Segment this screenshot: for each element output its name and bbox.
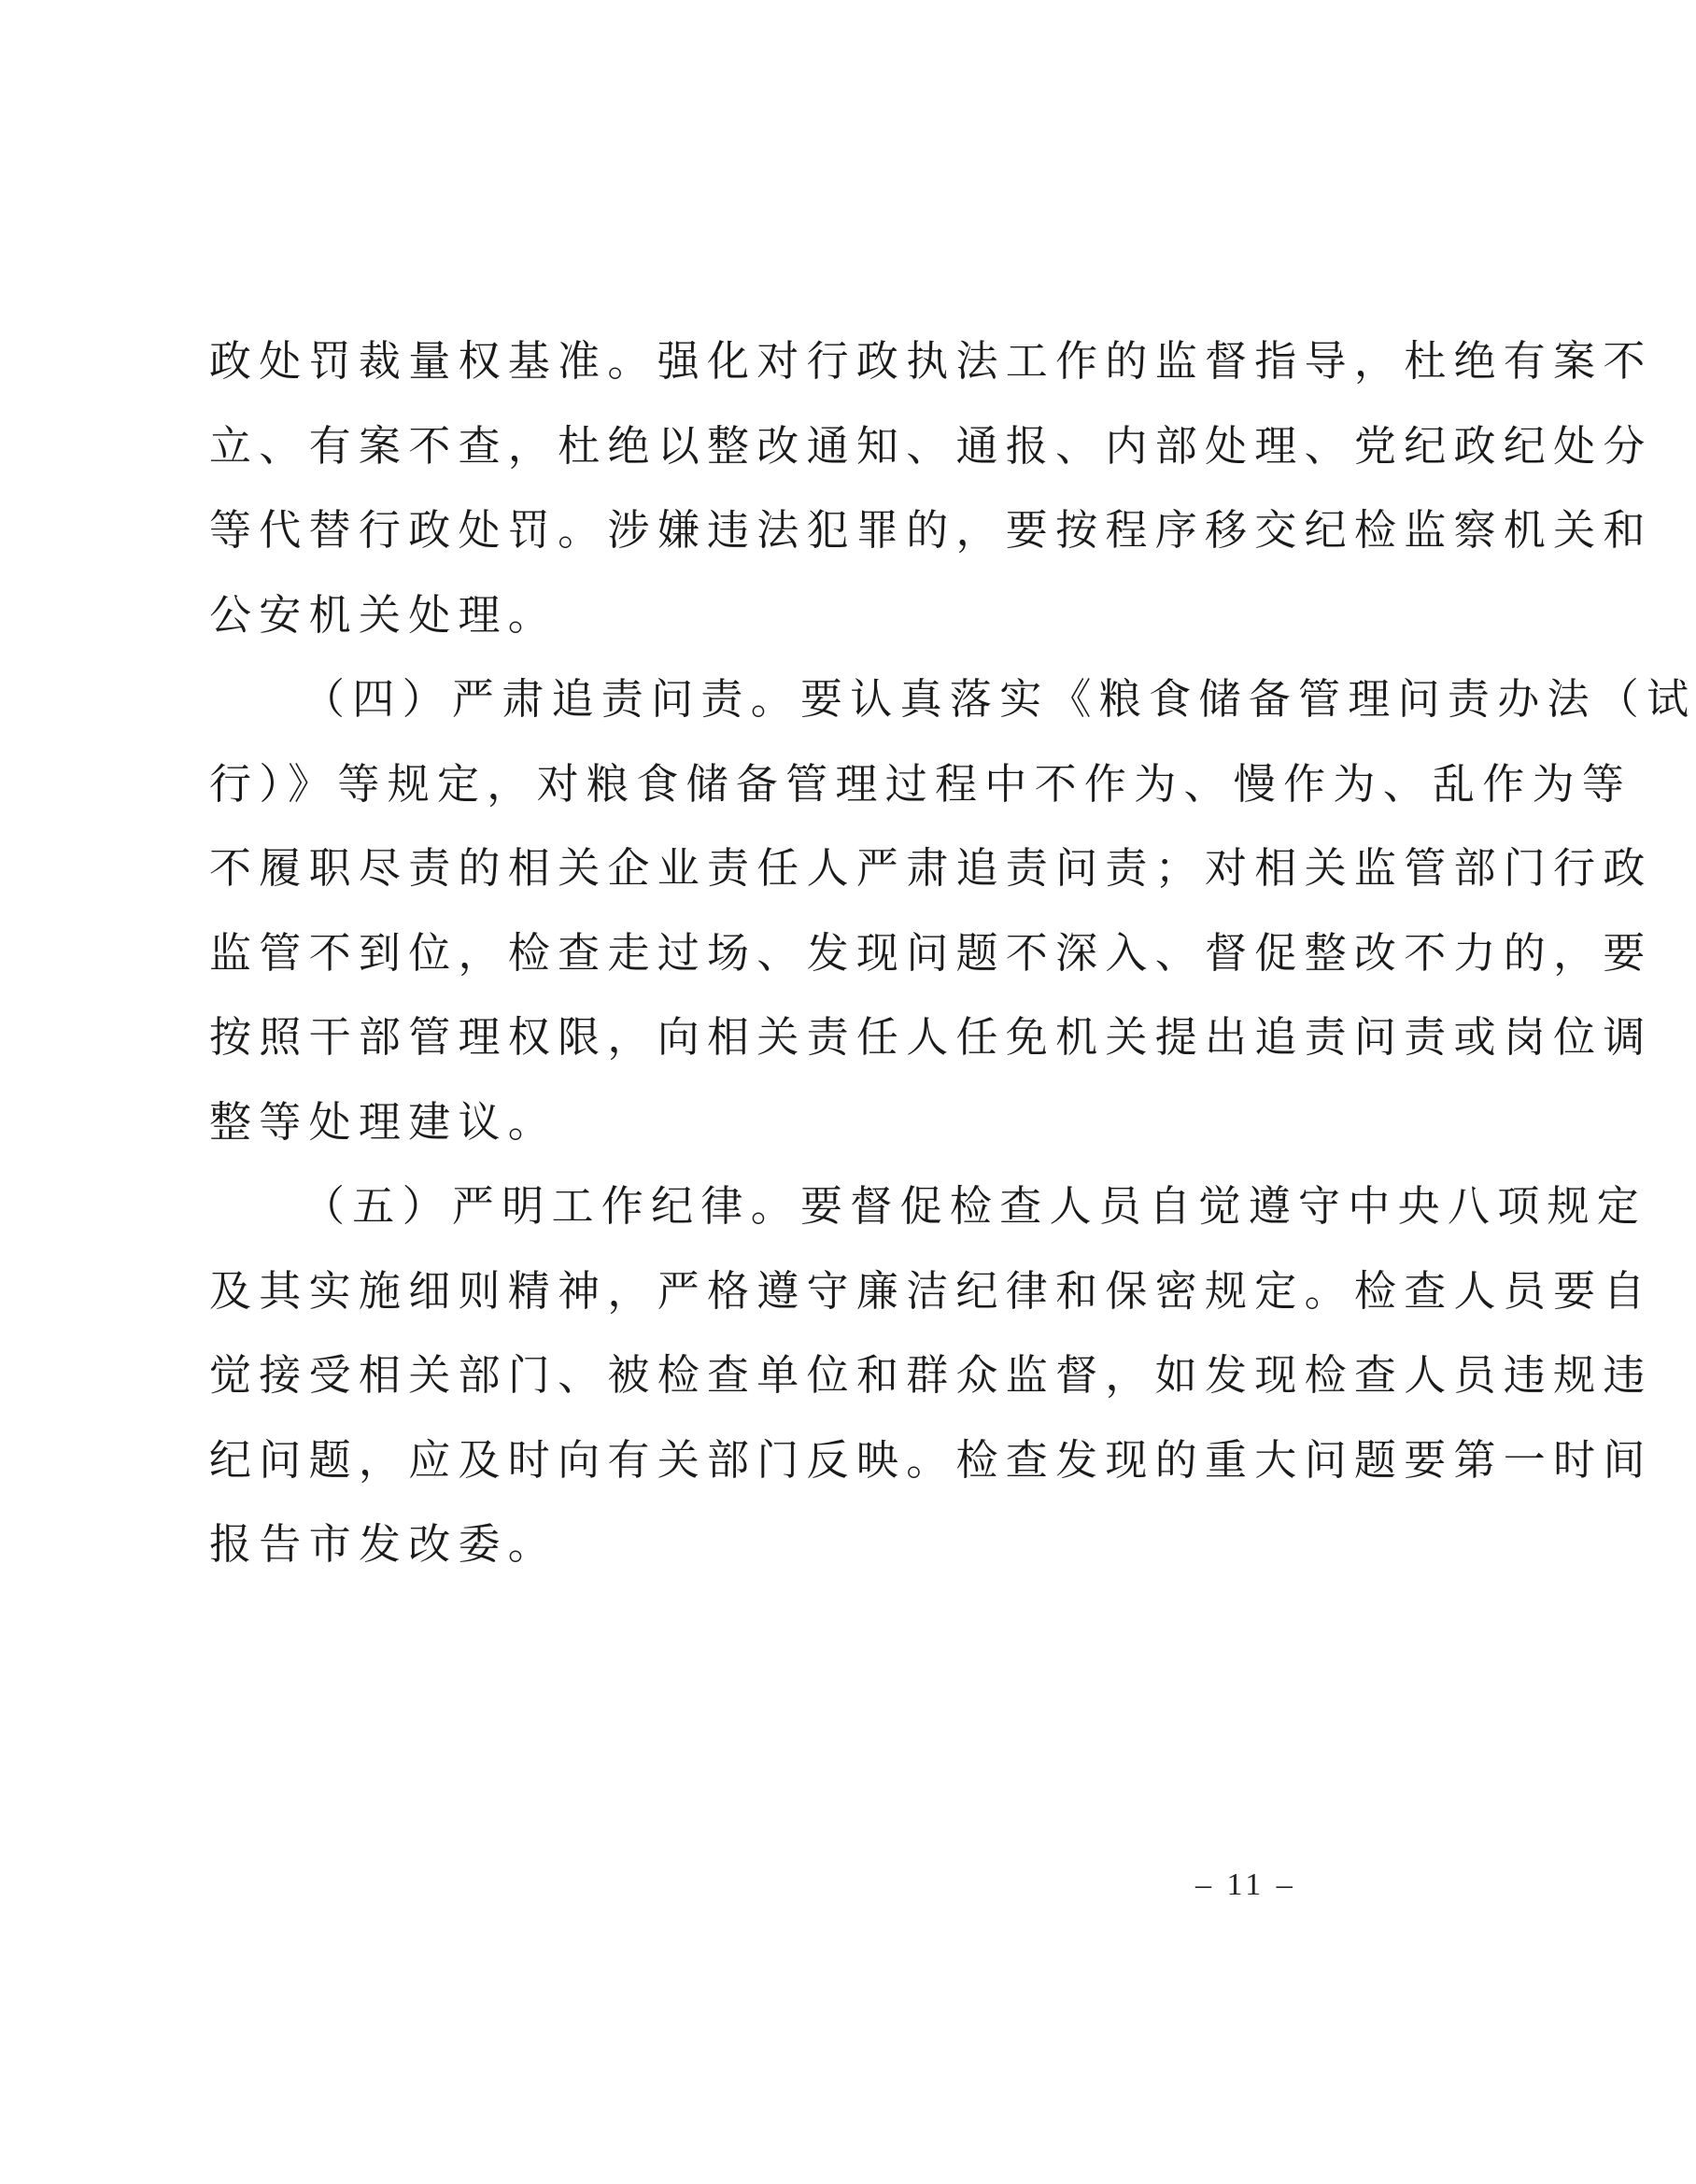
section-heading-line: （四）严肃追责问责。要认真落实《粮食储备管理问责办法（试 — [303, 674, 1696, 724]
text-line: 整等处理建议。 — [209, 1096, 558, 1147]
section-heading-line: （五）严明工作纪律。要督促检查人员自觉遵守中央八项规定 — [303, 1181, 1647, 1231]
text-line: 报告市发改委。 — [209, 1519, 558, 1569]
page-number: – 11 – — [1195, 1867, 1296, 1902]
body-text — [209, 319, 1696, 1587]
text-line: 按照干部管理权限，向相关责任人任免机关提出追责问责或岗位调 — [209, 1012, 1653, 1062]
text-line: 政处罚裁量权基准。强化对行政执法工作的监督指导，杜绝有案不 — [209, 336, 1653, 386]
text-line: 立、有案不查，杜绝以整改通知、通报、内部处理、党纪政纪处分 — [209, 420, 1653, 471]
text-line: 觉接受相关部门、被检查单位和群众监督，如发现检查人员违规违 — [209, 1350, 1653, 1400]
text-line: 公安机关处理。 — [209, 589, 558, 640]
text-line: 监管不到位，检查走过场、发现问题不深入、督促整改不力的，要 — [209, 927, 1653, 978]
text-line: 纪问题，应及时向有关部门反映。检查发现的重大问题要第一时间 — [209, 1434, 1653, 1485]
text-line: 及其实施细则精神，严格遵守廉洁纪律和保密规定。检查人员要自 — [209, 1265, 1653, 1316]
text-line: 等代替行政处罚。涉嫌违法犯罪的，要按程序移交纪检监察机关和 — [209, 505, 1653, 555]
text-line: 行）》等规定，对粮食储备管理过程中不作为、慢作为、乱作为等 — [209, 758, 1632, 809]
text-line: 不履职尽责的相关企业责任人严肃追责问责；对相关监管部门行政 — [209, 843, 1653, 893]
